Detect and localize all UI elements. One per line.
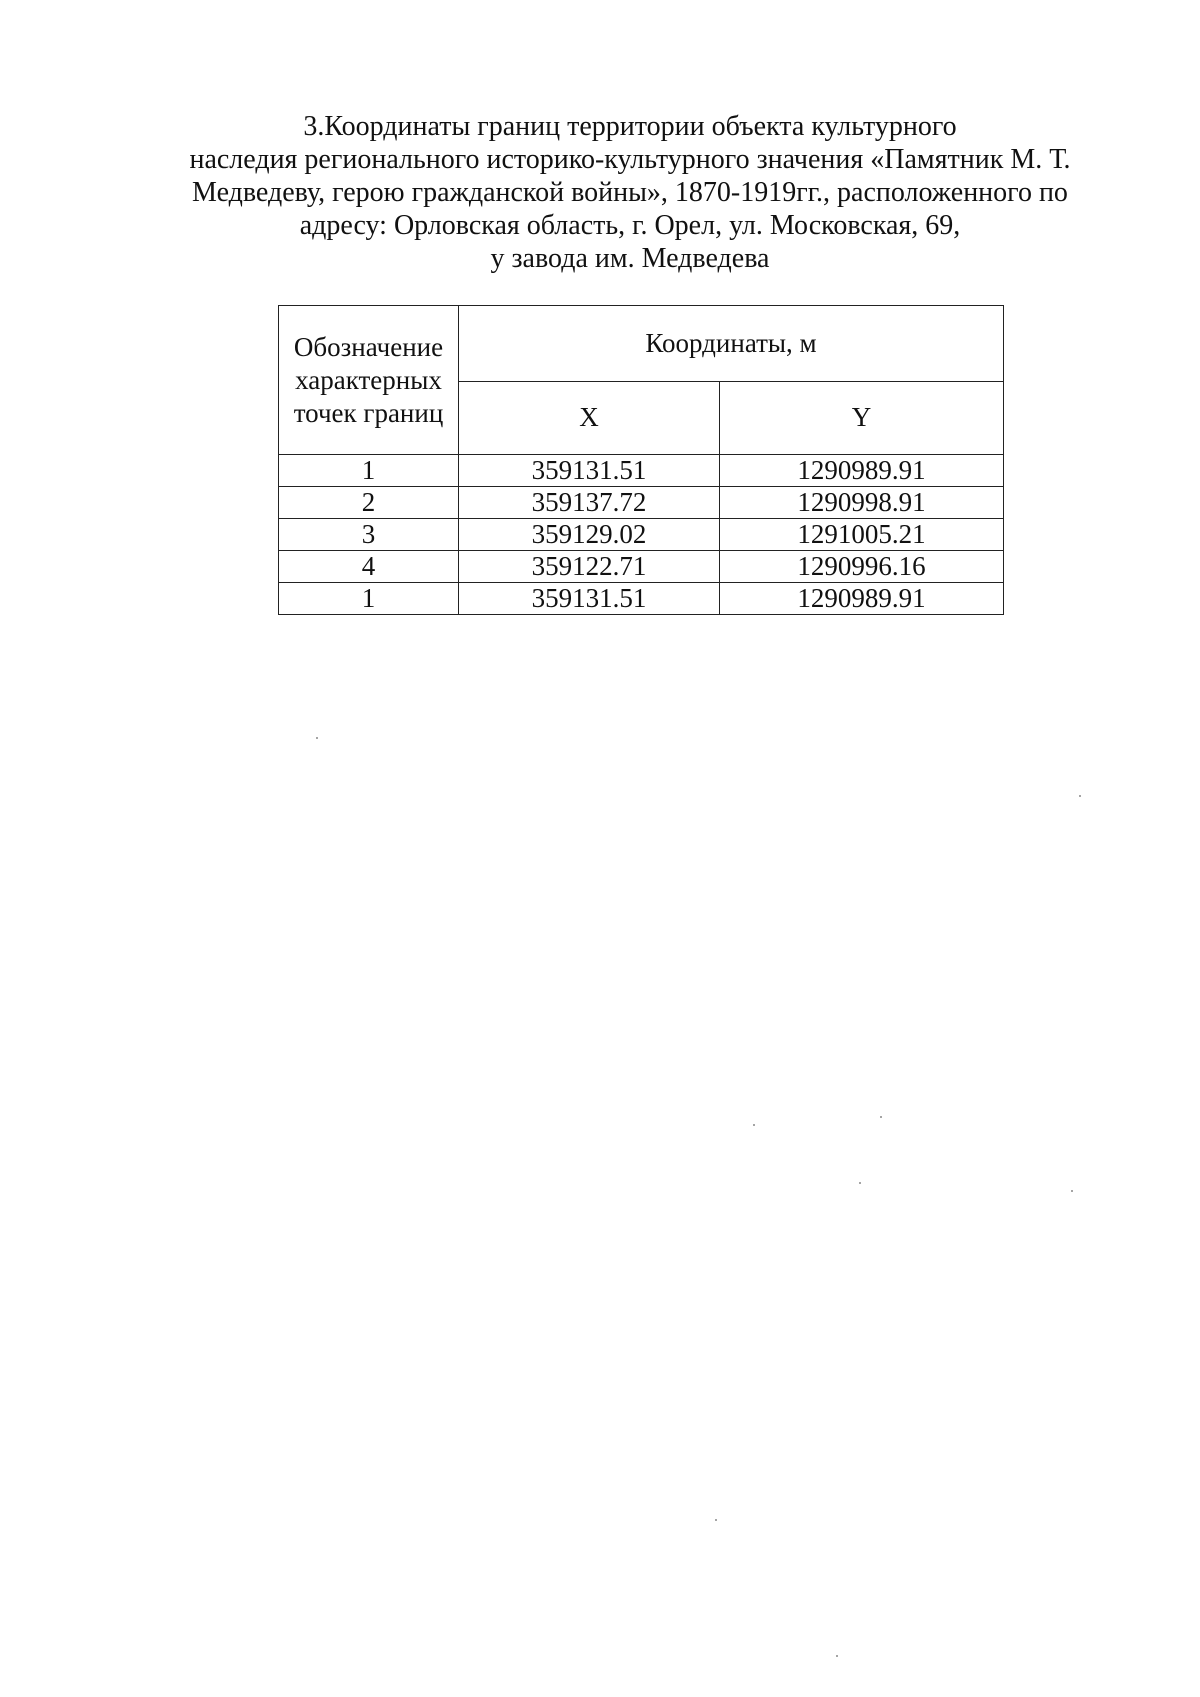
y-cell: 1290989.91 — [720, 583, 1004, 615]
y-cell: 1290989.91 — [720, 455, 1004, 487]
table-row — [279, 551, 1004, 583]
point-designation-header: Обозначение характерных точек границ — [279, 306, 459, 455]
table-row — [279, 583, 1004, 615]
table-row — [279, 455, 1004, 487]
y-header: Y — [720, 381, 1004, 454]
scan-speck — [836, 1655, 838, 1657]
x-header: X — [459, 381, 720, 454]
scan-speck — [1079, 795, 1081, 797]
scan-speck — [880, 1116, 882, 1118]
y-cell: 1291005.21 — [720, 519, 1004, 551]
y-cell: 1290996.16 — [720, 551, 1004, 583]
point-cell: 2 — [279, 487, 459, 519]
table-row — [279, 519, 1004, 551]
x-cell: 359131.51 — [459, 455, 720, 487]
point-cell: 4 — [279, 551, 459, 583]
coordinates-table — [278, 305, 1004, 615]
document-title — [180, 110, 1080, 275]
x-cell: 359122.71 — [459, 551, 720, 583]
x-cell: 359131.51 — [459, 583, 720, 615]
title-line: 3.Координаты границ территории объекта культурного — [303, 111, 957, 142]
scan-speck — [715, 1519, 717, 1521]
y-cell: 1290998.91 — [720, 487, 1004, 519]
scan-speck — [316, 737, 318, 739]
x-cell: 359137.72 — [459, 487, 720, 519]
point-cell: 1 — [279, 455, 459, 487]
table-row — [279, 487, 1004, 519]
point-cell: 3 — [279, 519, 459, 551]
x-cell: 359129.02 — [459, 519, 720, 551]
title-line: Медведеву, герою гражданской войны», 1870-1919гг., расположенного по — [192, 177, 1068, 208]
coordinates-header: Координаты, м — [459, 306, 1004, 382]
table-header-row — [279, 306, 1004, 382]
scan-speck — [1071, 1190, 1073, 1192]
scan-speck — [753, 1124, 755, 1126]
title-line: наследия регионального историко-культурного значения «Памятник М. Т. — [189, 144, 1071, 175]
scan-speck — [859, 1182, 861, 1184]
point-cell: 1 — [279, 583, 459, 615]
title-line: адресу: Орловская область, г. Орел, ул. Московская, 69, — [299, 210, 961, 241]
title-line: у завода им. Медведева — [490, 243, 770, 274]
